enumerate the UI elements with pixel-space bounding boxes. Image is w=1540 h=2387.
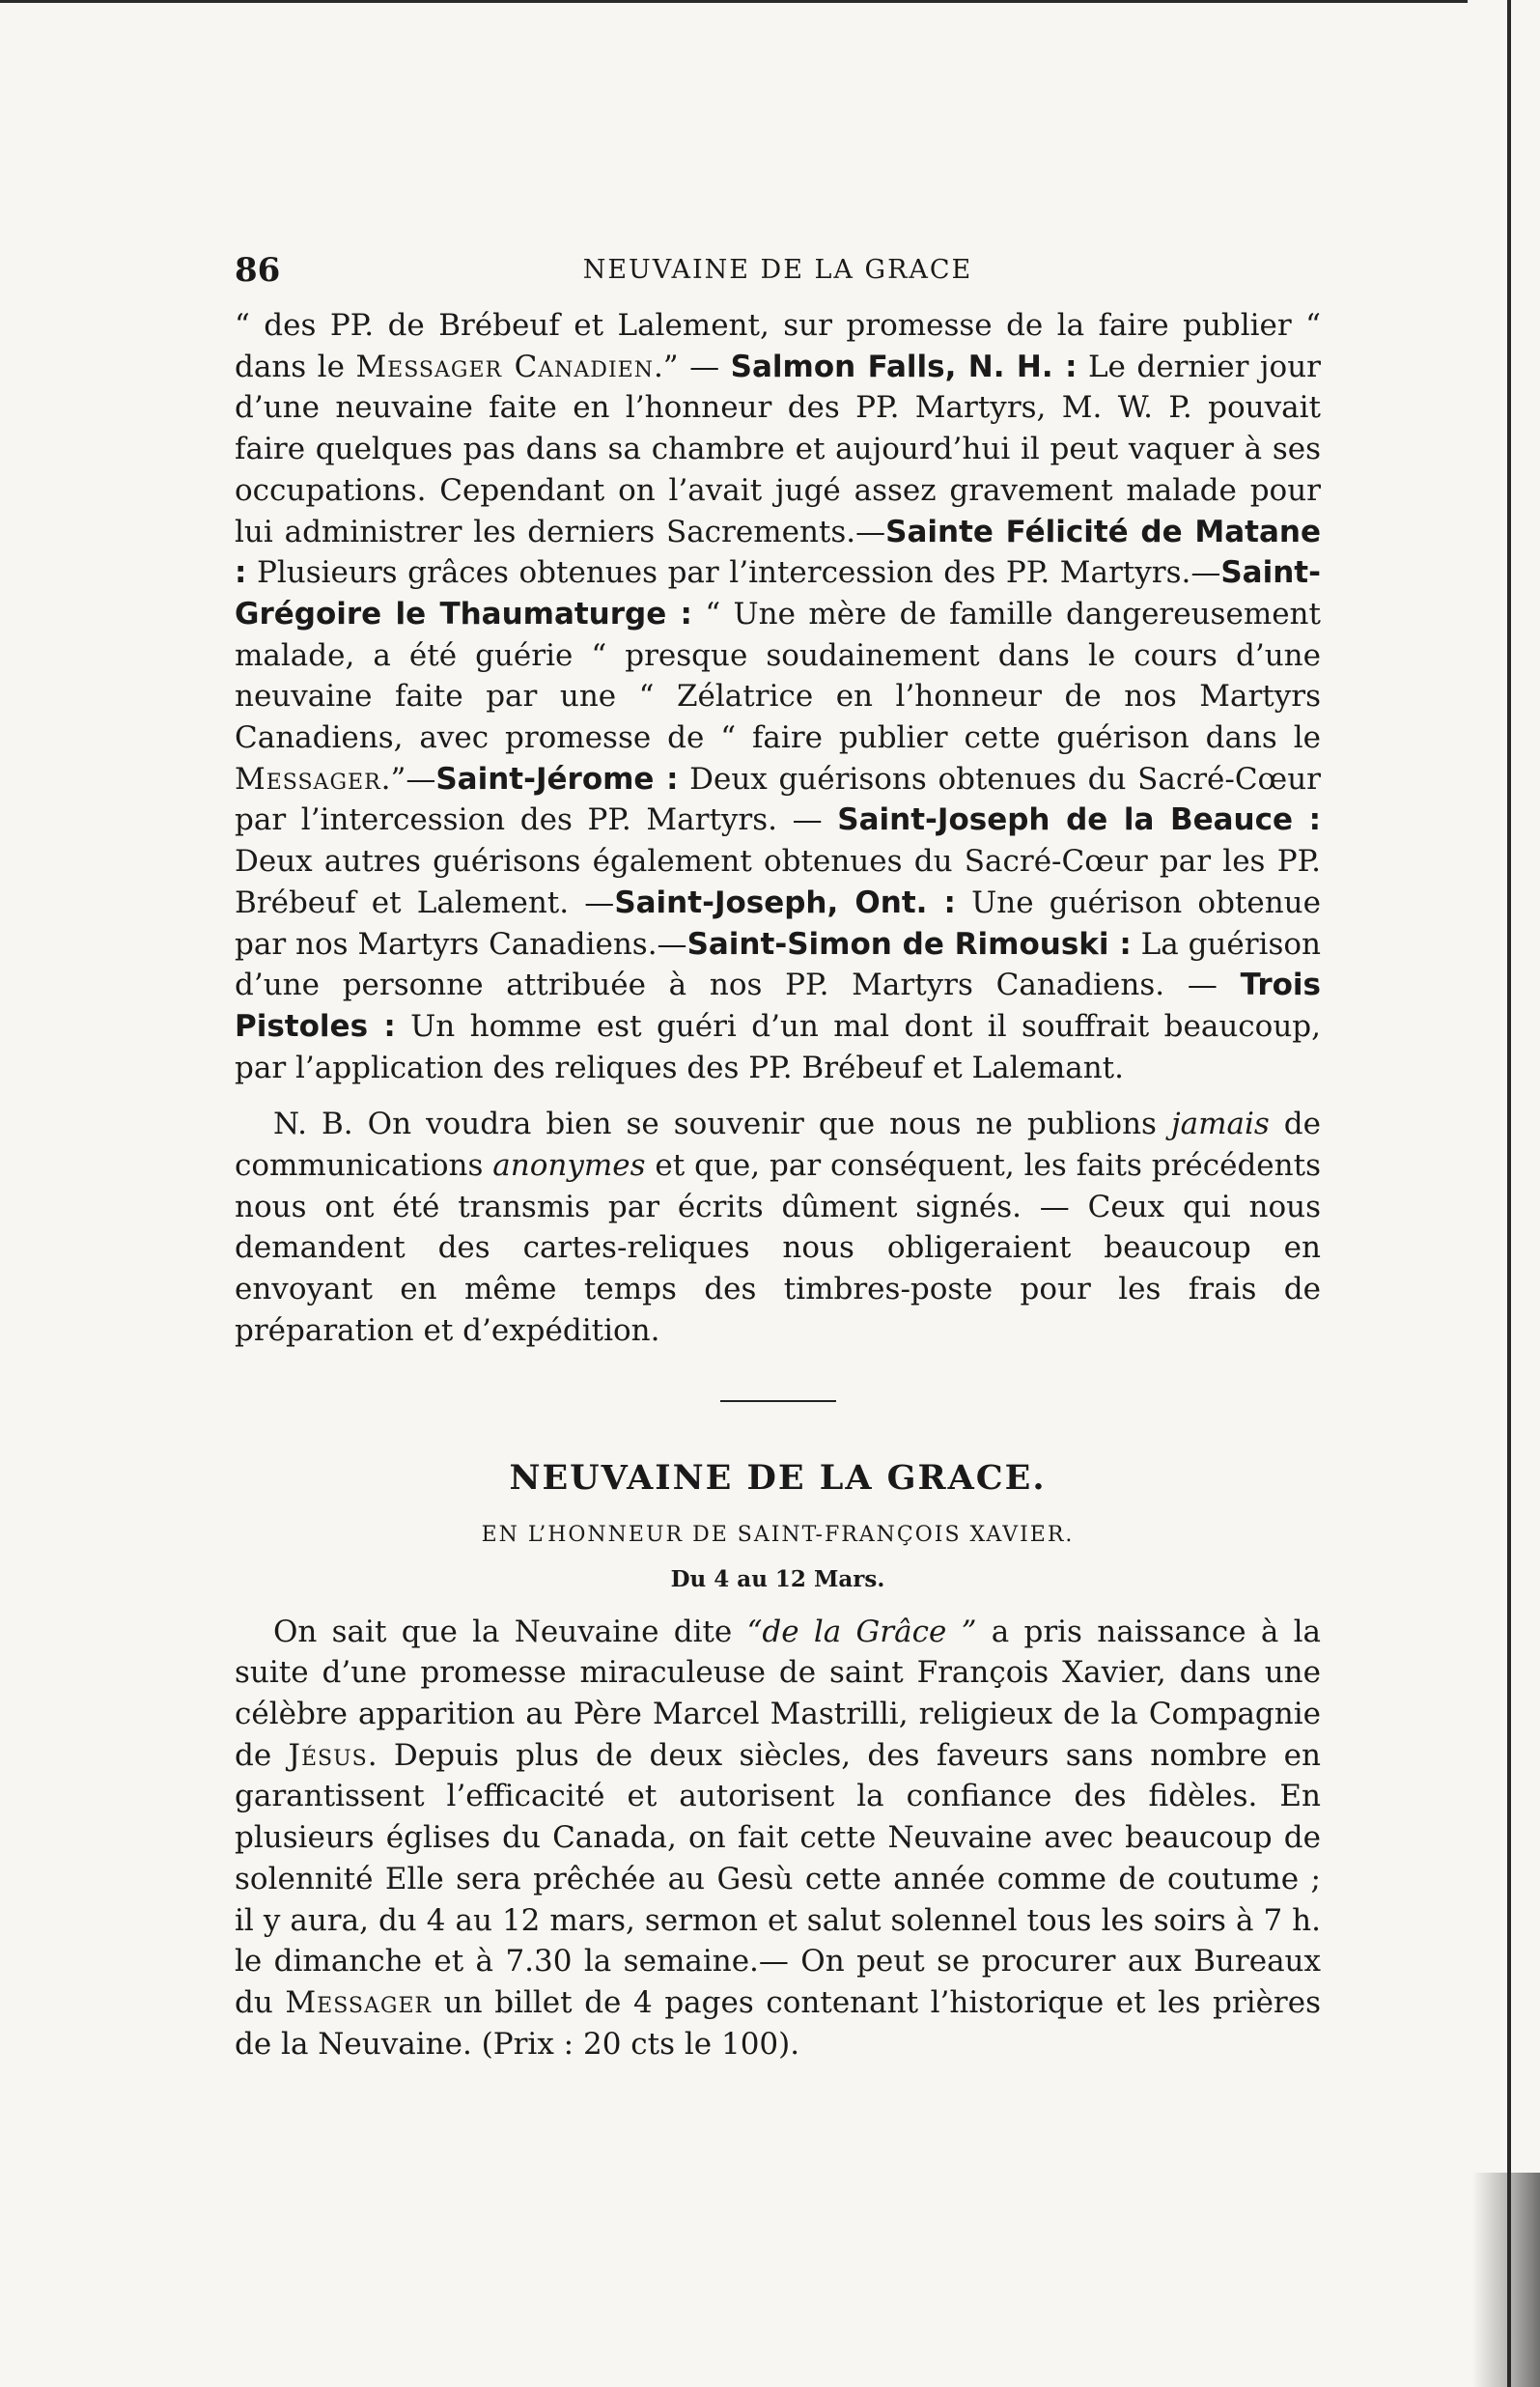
text-run: . Depuis plus de deux siècles, des faveurs sans nombre en garantissent l’efficacité et autorisent la confiance des fidèles. En plusieurs églises du Canada, on fait cette Neuvaine avec beaucoup de solennité Elle sera prêchée au Gesù cette année comme de coutume ; il y aura, du 4 au 12 mars, sermon et salut solennel tous les soirs à 7 h. le dimanche et à 7.30 la semaine.— On peut se procurer aux Bureaux du <box>235 1737 1321 2020</box>
emphasis: jamais <box>1170 1107 1270 1142</box>
section-divider <box>720 1400 836 1402</box>
text-run: .”— <box>380 761 436 797</box>
text-run: Deux guérisons obtenues du Sacré-Cœur par l’intercession des PP. Martyrs. — <box>235 761 1321 838</box>
text-run: et que, par conséquent, les faits précédents nous ont été transmis par écrits dûment signés. — Ceux qui nous demandent des cartes-reliques nous obligeraient beaucoup en envoyant en même temps des timbres-poste pour les frais de préparation et d’expédition. <box>235 1148 1321 1348</box>
text-run: Deux autres guérisons également obtenues du Sacré-Cœur par les PP. Brébeuf et Lalement. — <box>235 844 1321 920</box>
place-name: Trois Pistoles : <box>235 968 1321 1044</box>
running-title: NEUVAINE DE LA GRACE <box>582 255 973 285</box>
text-run: “ Une mère de famille dangereusement malade, a été guérie “ presque soudainement dans le cours d’une neuvaine faite par une “ Zélatrice en l’honneur de nos Martyrs Canadiens, avec promesse de “ faire publier cette guérison dans le <box>235 596 1321 756</box>
book-page <box>235 251 1321 2064</box>
text-run: La guérison d’une personne attribuée à nos PP. Martyrs Canadiens. — <box>235 926 1322 1003</box>
text-run: Un homme est guéri d’un mal dont il souffrait beaucoup, par l’application des reliques des PP. Brébeuf et Lalemant. <box>235 1008 1321 1085</box>
place-name: Saint-Simon de Rimouski : <box>686 926 1132 962</box>
text-run: Le dernier jour d’une neuvaine faite en l’honneur des PP. Martyrs, M. W. P. pouvait faire quelques pas dans sa chambre et aujourd’hui il peut vaquer à ses occupations. Cependant on l’avait jugé assez gravement malade pour lui administrer les derniers Sacrements.— <box>235 349 1321 549</box>
page-right-edge <box>1507 0 1511 2387</box>
messager-name: Messager <box>285 1984 433 2020</box>
place-name: Saint-Joseph, Ont. : <box>614 885 956 920</box>
page-number: 86 <box>235 251 281 290</box>
text-run: un billet de 4 pages contenant l’historique et les prières de la Neuvaine. (Prix : 20 cts le 100). <box>235 1984 1321 2062</box>
place-name: Sainte Félicité de Matane : <box>235 514 1321 591</box>
place-name: Salmon Falls, N. H. : <box>730 349 1078 384</box>
text-run: Plusieurs grâces obtenues par l’intercession des PP. Martyrs.— <box>246 555 1221 591</box>
messager-name: Messager <box>235 761 381 797</box>
page-corner-shadow <box>1472 2173 1540 2387</box>
text-run: de communications <box>235 1107 1321 1184</box>
text-run: .” — <box>653 349 731 384</box>
novena-paragraph <box>235 1612 1321 2065</box>
text-run: Une guérison obtenue par nos Martyrs Canadiens.— <box>235 885 1321 962</box>
place-name: Saint-Grégoire le Thaumaturge : <box>235 555 1321 632</box>
text-run: On sait que la Neuvaine dite <box>273 1614 747 1649</box>
testimonies-paragraph <box>235 305 1321 1088</box>
editor-note <box>235 1104 1321 1351</box>
running-head <box>235 251 1321 294</box>
section-dates: Du 4 au 12 Mars. <box>670 1565 885 1592</box>
section-subtitle: EN L’HONNEUR DE SAINT-FRANÇOIS XAVIER. <box>481 1522 1075 1547</box>
jesus-name: Jésus <box>288 1737 368 1773</box>
text-run: a pris naissance à la suite d’une promesse miraculeuse de saint François Xavier, dans une célèbre apparition au Père Marcel Mastrilli, religieux de la Compagnie de <box>235 1614 1322 1773</box>
text-run: “ des PP. de Brébeuf et Lalement, sur promesse de la faire publier “ dans le <box>235 308 1321 384</box>
place-name: Saint-Jérome : <box>435 761 679 797</box>
section-title: NEUVAINE DE LA GRACE. <box>509 1457 1047 1498</box>
emphasis: “de la Grâce ” <box>746 1614 977 1649</box>
place-name: Saint-Joseph de la Beauce : <box>837 802 1321 838</box>
messager-name: Messager Canadien <box>355 349 654 384</box>
emphasis: anonymes <box>492 1148 646 1184</box>
page-top-rule <box>0 0 1468 3</box>
text-run: N. B. On voudra bien se souvenir que nous ne publions <box>273 1107 1171 1142</box>
